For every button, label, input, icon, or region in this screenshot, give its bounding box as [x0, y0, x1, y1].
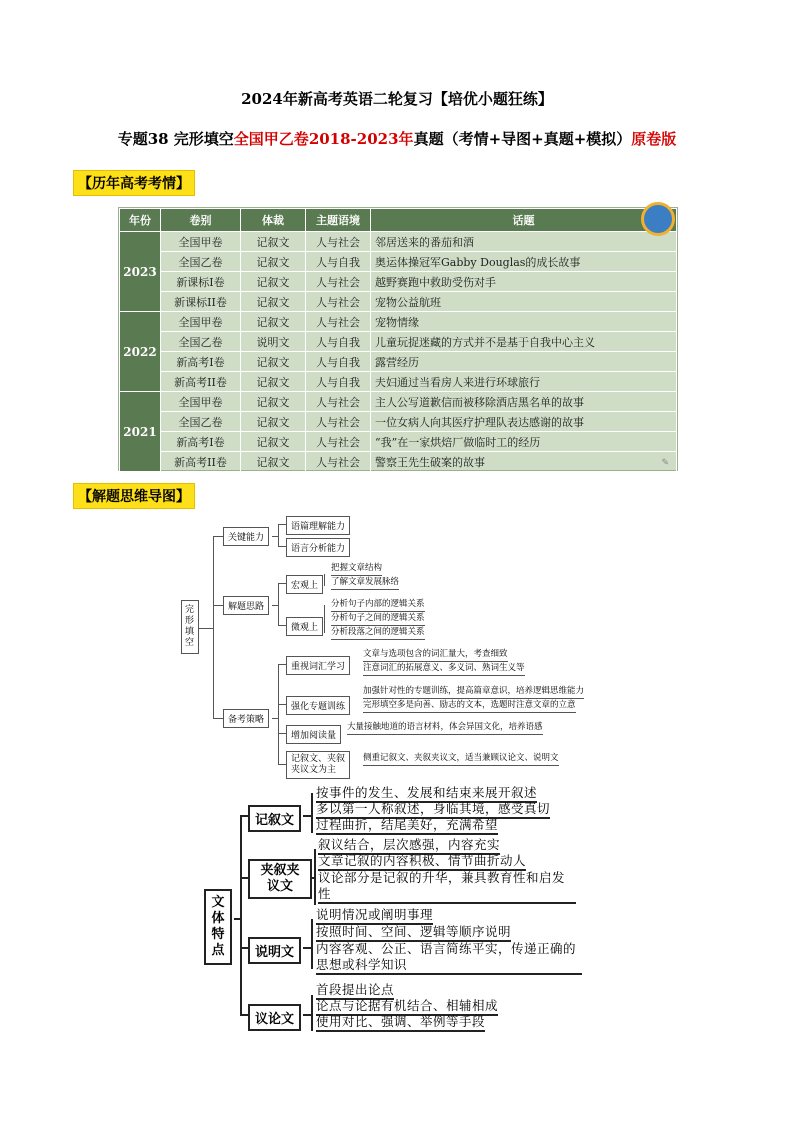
genre-cell: 记叙文 — [241, 252, 306, 272]
subtitle-content: 真题（考情+导图+真题+模拟） — [413, 130, 632, 148]
theme-cell: 人与自我 — [306, 352, 371, 372]
mm2-mixed-1: 叙议结合，层次感强，内容充实 — [318, 837, 500, 855]
genre-cell: 说明文 — [241, 332, 306, 352]
paper-cell: 全国乙卷 — [161, 332, 241, 352]
theme-cell: 人与社会 — [306, 432, 371, 452]
table-row — [120, 372, 677, 392]
table-row — [120, 292, 677, 312]
genre-cell: 记叙文 — [241, 312, 306, 332]
mm1-vocab: 重视词汇学习 — [286, 656, 350, 675]
theme-cell: 人与社会 — [306, 312, 371, 332]
section-mindmap: 【解题思维导图】 — [73, 483, 195, 509]
mm1-reading-1: 大量接触地道的语言材料，体会异国文化，培养语感 — [347, 721, 543, 735]
paper-cell: 新课标I卷 — [161, 272, 241, 292]
genre-cell: 记叙文 — [241, 372, 306, 392]
year-cell: 2023 — [120, 232, 161, 312]
mm1-micro-2: 分析句子之间的逻辑关系 — [331, 612, 425, 626]
mm1-genre-focus: 记叙文、夹叙夹议文为主 — [286, 751, 350, 779]
subtitle-version: 原卷版 — [631, 130, 677, 148]
topic-cell: 露营经历 — [371, 352, 677, 372]
paper-cell: 全国乙卷 — [161, 252, 241, 272]
theme-cell: 人与社会 — [306, 412, 371, 432]
col-topic: 话题 — [371, 209, 677, 232]
theme-cell: 人与社会 — [306, 452, 371, 472]
topic-cell: 儿童玩捉迷藏的方式并不是基于自我中心主义 — [371, 332, 677, 352]
theme-cell: 人与社会 — [306, 272, 371, 292]
topic-cell: 警察王先生破案的故事 — [371, 452, 677, 472]
genre-cell: 记叙文 — [241, 432, 306, 452]
topic-cell: 夫妇通过当看房人来进行环球旅行 — [371, 372, 677, 392]
mindmap-genre — [200, 785, 620, 1035]
table-row — [120, 252, 677, 272]
table-row — [120, 412, 677, 432]
genre-cell: 记叙文 — [241, 272, 306, 292]
mm2-root: 文体特点 — [204, 889, 232, 965]
paper-cell: 全国甲卷 — [161, 312, 241, 332]
subtitle-years: 2018-2023 — [308, 130, 399, 148]
genre-cell: 记叙文 — [241, 412, 306, 432]
mm1-macro: 宏观上 — [286, 575, 323, 594]
table-row — [120, 332, 677, 352]
mm2-expository: 说明文 — [248, 937, 301, 964]
col-theme: 主题语境 — [306, 209, 371, 232]
mm1-vocab-2: 注意词汇的拓展意义、多义词、熟词生义等 — [363, 662, 525, 676]
mm1-training: 强化专题训练 — [286, 696, 350, 715]
mm2-mixed-2: 文章记叙的内容积极、情节曲折动人 — [318, 853, 526, 871]
table-row — [120, 352, 677, 372]
paper-cell: 全国甲卷 — [161, 232, 241, 252]
topic-cell: “我”在一家烘焙厂做临时工的经历 — [371, 432, 677, 452]
paper-cell: 全国乙卷 — [161, 412, 241, 432]
theme-cell: 人与社会 — [306, 292, 371, 312]
mm1-reading: 增加阅读量 — [286, 725, 341, 744]
mindmap-strategy — [175, 510, 635, 785]
page-title: 2024年新高考英语二轮复习【培优小题狂练】 — [241, 90, 553, 108]
mm1-prep-strategy: 备考策略 — [223, 709, 269, 728]
genre-cell: 记叙文 — [241, 352, 306, 372]
mm1-reading-ability: 语篇理解能力 — [286, 516, 350, 535]
mm2-narrative-3: 过程曲折，结尾美好，充满希望 — [316, 817, 498, 835]
page-subtitle — [0, 128, 794, 149]
table-row — [120, 432, 677, 452]
mm1-approach: 解题思路 — [223, 596, 269, 615]
exam-table — [118, 207, 678, 471]
paper-cell: 全国甲卷 — [161, 392, 241, 412]
subtitle-year-char: 年 — [398, 130, 414, 148]
table-row — [120, 392, 677, 412]
col-genre: 体裁 — [241, 209, 306, 232]
col-year: 年份 — [120, 209, 161, 232]
mm1-macro-2: 了解文章发展脉络 — [331, 576, 399, 590]
paper-cell: 新课标II卷 — [161, 292, 241, 312]
subtitle-exam: 全国甲乙卷 — [233, 130, 309, 148]
theme-cell: 人与社会 — [306, 232, 371, 252]
mm1-vocab-1: 文章与选项包含的词汇量大，考查细致 — [363, 648, 508, 662]
subtitle-prefix: 专题38 完形填空 — [117, 130, 234, 148]
mm1-training-2: 完形填空多是向善、励志的文本，选题时注意文章的立意 — [363, 699, 576, 713]
mm1-training-1: 加强针对性的专题训练，提高篇章意识，培养逻辑思维能力 — [363, 685, 584, 699]
mm1-key-ability: 关键能力 — [223, 527, 269, 546]
mm2-narrative: 记叙文 — [248, 805, 301, 832]
topic-cell: 邻居送来的番茄和酒 — [371, 232, 677, 252]
mm2-mixed: 夹叙夹议文 — [248, 859, 312, 899]
topic-cell: 主人公写道歉信而被移除酒店黑名单的故事 — [371, 392, 677, 412]
topic-cell: 越野赛跑中救助受伤对手 — [371, 272, 677, 292]
mm2-expository-1: 说明情况或阐明事理 — [316, 907, 433, 925]
mm2-argumentative-2: 论点与论据有机结合、相辅相成 — [316, 998, 498, 1016]
mm2-narrative-2: 多以第一人称叙述，身临其境，感受真切 — [316, 801, 550, 819]
logo-badge-icon — [641, 202, 675, 236]
mm2-expository-3: 内容客观、公正、语言简练平实，传递正确的思想或科学知识 — [316, 941, 582, 975]
paper-cell: 新高考I卷 — [161, 352, 241, 372]
watermark-icon: ✎ — [661, 458, 669, 468]
mm1-micro-1: 分析句子内部的逻辑关系 — [331, 598, 425, 612]
topic-cell: 宠物情缘 — [371, 312, 677, 332]
genre-cell: 记叙文 — [241, 392, 306, 412]
year-cell: 2022 — [120, 312, 161, 392]
table-row — [120, 452, 677, 472]
mm1-macro-1: 把握文章结构 — [331, 562, 382, 576]
topic-cell: 奥运体操冠军Gabby Douglas的成长故事 — [371, 252, 677, 272]
mm2-argumentative: 议论文 — [248, 1004, 301, 1031]
genre-cell: 记叙文 — [241, 292, 306, 312]
mm2-narrative-1: 按事件的发生、发展和结束来展开叙述 — [316, 785, 537, 803]
paper-cell: 新高考I卷 — [161, 432, 241, 452]
year-cell: 2021 — [120, 392, 161, 472]
table-row — [120, 232, 677, 252]
theme-cell: 人与自我 — [306, 332, 371, 352]
mm1-micro: 微观上 — [286, 617, 323, 636]
mm2-argumentative-3: 使用对比、强调、举例等手段 — [316, 1014, 485, 1032]
mm1-language-ability: 语言分析能力 — [286, 538, 350, 557]
mm1-root: 完形填空 — [181, 600, 199, 654]
table-row — [120, 272, 677, 292]
mm2-argumentative-1: 首段提出论点 — [316, 982, 394, 1000]
mm1-genre-1: 侧重记叙文、夹叙夹议文，适当兼顾议论文、说明文 — [363, 752, 559, 766]
mm2-expository-2: 按照时间、空间、逻辑等顺序说明 — [316, 924, 511, 942]
topic-cell: 宠物公益航班 — [371, 292, 677, 312]
genre-cell: 记叙文 — [241, 232, 306, 252]
theme-cell: 人与社会 — [306, 392, 371, 412]
topic-cell: 一位女病人向其医疗护理队表达感谢的故事 — [371, 412, 677, 432]
theme-cell: 人与自我 — [306, 252, 371, 272]
genre-cell: 记叙文 — [241, 452, 306, 472]
col-paper: 卷别 — [161, 209, 241, 232]
paper-cell: 新高考II卷 — [161, 372, 241, 392]
table-row — [120, 312, 677, 332]
mm1-micro-3: 分析段落之间的逻辑关系 — [331, 626, 425, 640]
mm2-mixed-3: 议论部分是记叙的升华，兼具教育性和启发性 — [318, 870, 576, 904]
theme-cell: 人与自我 — [306, 372, 371, 392]
section-exam-history: 【历年高考考情】 — [73, 170, 195, 196]
paper-cell: 新高考II卷 — [161, 452, 241, 472]
